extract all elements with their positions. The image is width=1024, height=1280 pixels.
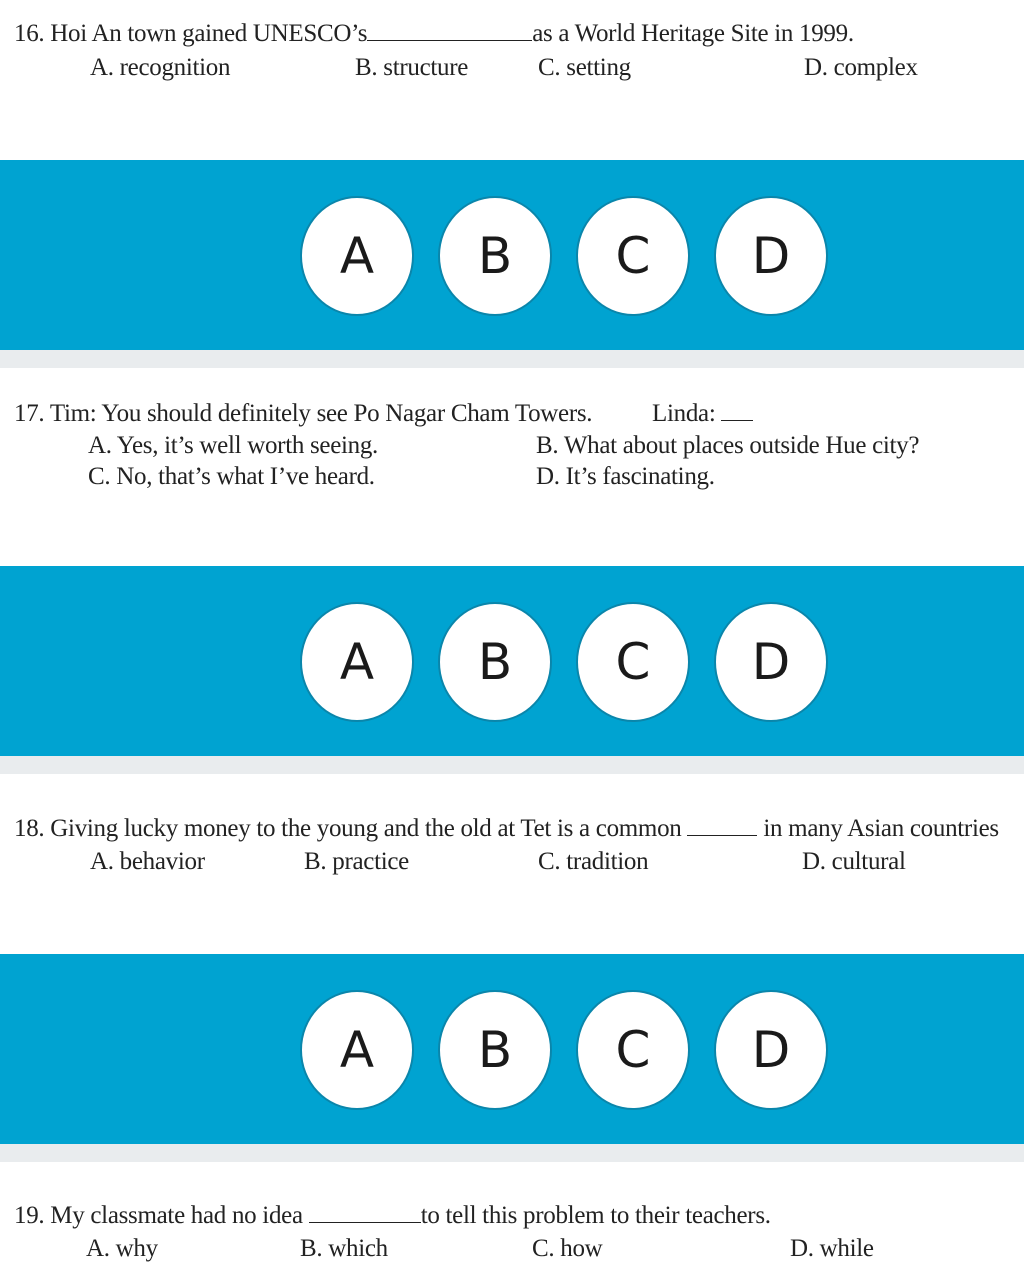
choice-d-button[interactable]: D [714,990,828,1110]
question-18 [14,815,1024,843]
question-18-prefix: 18. Giving lucky money to the young and the old at Tet is a common [14,815,682,842]
choice-d-button[interactable]: D [714,196,828,316]
question-19-suffix: to tell this problem to their teachers. [420,1202,771,1229]
question-17-reply [652,400,753,428]
answer-blank [687,815,757,836]
question-16 [14,20,854,48]
question-16-option-c: C. setting [538,54,631,81]
choice-d-button[interactable]: D [714,602,828,722]
question-19-prefix: 19. My classmate had no idea [14,1202,303,1229]
choice-a-button[interactable]: A [300,602,414,722]
answer-panel-16 [0,160,1024,350]
question-16-suffix: as a World Heritage Site in 1999. [532,20,854,47]
answer-panel-18 [0,954,1024,1144]
question-19-option-b: B. which [300,1235,388,1262]
question-18-suffix: in many Asian countries [763,815,999,842]
question-17-prefix: 17. Tim: You should definitely see Po Nagar Cham Towers. [14,400,593,427]
question-18-option-b: B. practice [304,848,409,875]
question-16-option-d: D. complex [804,54,918,81]
panel-divider [0,756,1024,774]
question-18-option-d: D. cultural [802,848,906,875]
question-17-speaker: Linda: [652,400,716,427]
choice-b-button[interactable]: B [438,990,552,1110]
question-17 [14,400,592,428]
question-18-option-c: C. tradition [538,848,649,875]
question-19-option-d: D. while [790,1235,874,1262]
choice-c-button[interactable]: C [576,990,690,1110]
choice-b-button[interactable]: B [438,196,552,316]
choice-b-button[interactable]: B [438,602,552,722]
question-16-option-a: A. recognition [90,54,231,81]
question-17-option-d: D. It’s fascinating. [536,463,715,490]
choice-c-button[interactable]: C [576,196,690,316]
question-18-option-a: A. behavior [90,848,205,875]
choice-a-button[interactable]: A [300,990,414,1110]
question-19-option-c: C. how [532,1235,603,1262]
question-16-option-b: B. structure [355,54,469,81]
choice-a-button[interactable]: A [300,196,414,316]
question-17-option-c: C. No, that’s what I’ve heard. [88,463,375,490]
answer-panel-17 [0,566,1024,756]
panel-divider [0,1144,1024,1162]
question-17-option-a: A. Yes, it’s well worth seeing. [88,432,379,459]
question-19-option-a: A. why [86,1235,158,1262]
answer-blank [367,20,532,41]
choice-c-button[interactable]: C [576,602,690,722]
question-17-option-b: B. What about places outside Hue city? [536,432,920,459]
panel-divider [0,350,1024,368]
answer-blank [721,400,753,421]
question-19 [14,1202,771,1230]
answer-blank [309,1202,421,1223]
question-16-prefix: 16. Hoi An town gained UNESCO’s [14,20,368,47]
